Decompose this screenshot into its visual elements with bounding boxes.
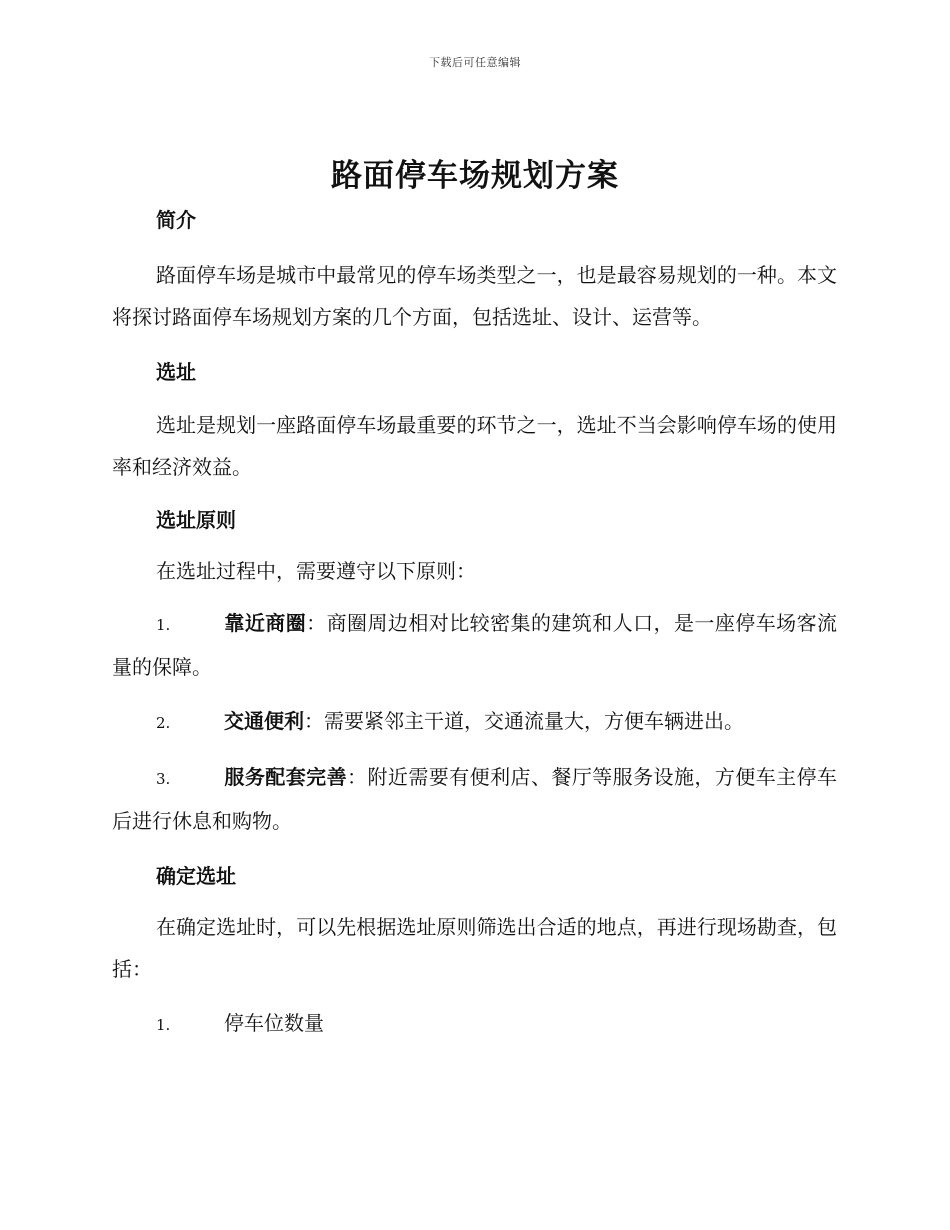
- list-item-text: ：附近需要有便利店、餐厅等服务设施，方便车主停车后进行休息和购物。: [112, 765, 838, 833]
- list-item-text: ：商圈周边相对比较密集的建筑和人口，是一座停车场客流量的保障。: [112, 611, 838, 679]
- section-paragraph-confirm: 在确定选址时，可以先根据选址原则筛选出合适的地点，再进行现场勘查，包括：: [112, 915, 837, 981]
- list-item-text: ：需要紧邻主干道，交通流量大，方便车辆进出。: [304, 709, 744, 733]
- list-item-number: 3.: [156, 770, 171, 788]
- section-heading-site: 选址: [156, 360, 196, 384]
- list-item-number: 2.: [156, 714, 171, 732]
- list-item-number: 1.: [156, 1016, 171, 1034]
- section-paragraph-intro: 路面停车场是城市中最常见的停车场类型之一，也是最容易规划的一种。本文将探讨路面停车场规划方案的几个方面，包括选址、设计、运营等。: [112, 263, 837, 329]
- list-item-term: 靠近商圈: [224, 611, 307, 635]
- list-item-term: 服务配套完善: [224, 765, 348, 789]
- section-paragraph-site: 选址是规划一座路面停车场最重要的环节之一，选址不当会影响停车场的使用率和经济效益。: [112, 413, 837, 479]
- list-item-number: 1.: [156, 616, 171, 634]
- list-item: [112, 602, 837, 688]
- section-heading-intro: 简介: [156, 208, 196, 232]
- header-note: 下载后可任意编辑: [429, 56, 521, 69]
- list-item: [112, 1002, 837, 1046]
- section-heading-principles: 选址原则: [156, 508, 236, 532]
- list-item: [112, 756, 837, 842]
- list-item: [112, 700, 837, 744]
- document-title: 路面停车场规划方案: [331, 158, 619, 194]
- document-body: [112, 200, 837, 1046]
- section-heading-confirm: 确定选址: [156, 864, 236, 888]
- section-paragraph-principles: 在选址过程中，需要遵守以下原则：: [156, 559, 476, 583]
- list-item-term: 交通便利: [224, 709, 304, 733]
- list-item-text: 停车位数量: [224, 1011, 324, 1035]
